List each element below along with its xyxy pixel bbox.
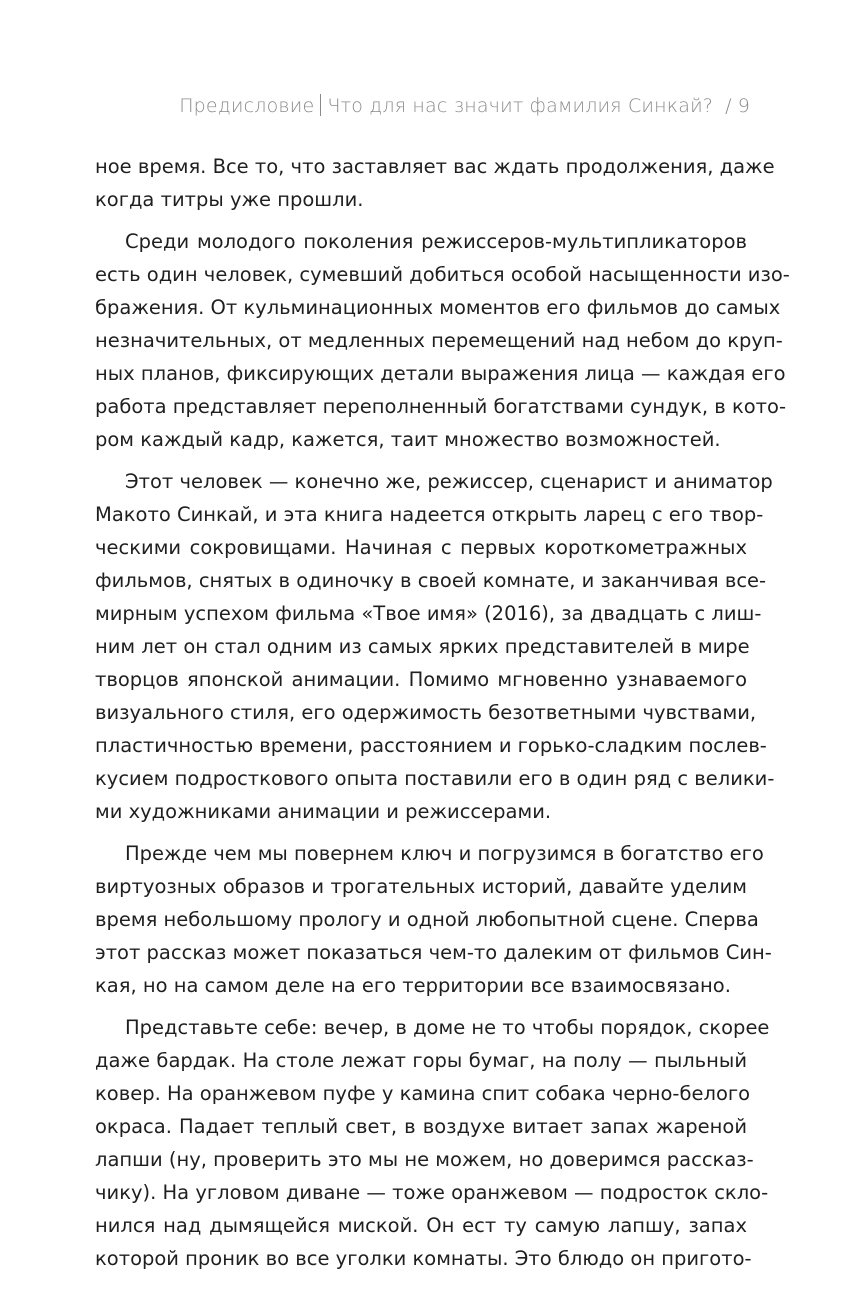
text-line: Прежде чем мы повернем ключ и погрузимся в богатство его [125, 842, 764, 865]
paragraph [95, 1011, 770, 1275]
header-section-title: Предисловие [179, 95, 315, 117]
text-line: пластичностью времени, расстоянием и горько-сладким послев- [95, 734, 767, 757]
header-chapter-title: Что для нас значит фамилия Синкай? [327, 95, 714, 117]
text-line: ром каждый кадр, кажется, таит множество возможностей. [95, 428, 721, 451]
text-line: окраса. Падает теплый свет, в воздухе витает запах жареной [95, 1115, 747, 1138]
text-line: лапши (ну, проверить это мы не можем, но доверимся рассказ- [95, 1148, 754, 1171]
text-line: визуального стиля, его одержимость безответными чувствами, [95, 701, 757, 724]
text-line: которой проник во все уголки комнаты. Это блюдо он пригото- [95, 1247, 752, 1270]
text-line: бражения. От кульминационных моментов его фильмов до самых [95, 296, 781, 319]
text-line: незначительных, от медленных перемещений над небом до круп- [95, 329, 783, 352]
header-divider [320, 94, 321, 116]
text-line: кая, но на самом деле на его территории все взаимосвязано. [95, 974, 731, 997]
text-line: фильмов, снятых в одиночку в своей комнате, и заканчивая все- [95, 569, 767, 592]
header-slash: / [725, 95, 732, 117]
text-line: ковер. На оранжевом пуфе у камина спит собака черно-белого [95, 1082, 751, 1105]
paragraph [95, 837, 772, 1002]
paragraph [95, 465, 775, 828]
text-line: виртуозных образов и трогательных историй, давайте уделим [95, 875, 747, 898]
text-line: есть один человек, сумевший добиться особой насыщенности изо- [95, 263, 790, 286]
text-line: ним лет он стал одним из самых ярких представителей в мире [95, 635, 750, 658]
paragraph [95, 150, 775, 216]
text-line: даже бардак. На столе лежат горы бумаг, на полу — пыльный [95, 1049, 747, 1072]
text-line: Представьте себе: вечер, в доме не то чтобы порядок, скорее [125, 1016, 770, 1039]
text-line: Макото Синкай, и эта книга надеется открыть ларец с его твор- [95, 503, 764, 526]
text-line: Этот человек — конечно же, режиссер, сценарист и аниматор [125, 470, 773, 493]
text-line: ми художниками анимации и режиссерами. [95, 800, 552, 823]
text-line: Среди молодого поколения режиссеров-мультипликаторов [125, 230, 747, 253]
text-line: время небольшому прологу и одной любопытной сцене. Сперва [95, 908, 759, 931]
text-line: ное время. Все то, что заставляет вас ждать продолжения, даже [95, 155, 775, 178]
text-line: ных планов, фиксирующих детали выражения лица — каждая его [95, 362, 786, 385]
text-line: творцов японской анимации. Помимо мгновенно узнаваемого [95, 668, 747, 691]
page-number: 9 [737, 95, 750, 117]
body-text [95, 150, 790, 1275]
text-line: мирным успехом фильма «Твое имя» (2016), за двадцать с лиш- [95, 602, 762, 625]
running-header [179, 94, 750, 117]
text-line: работа представляет переполненный богатствами сундук, в кото- [95, 395, 786, 418]
text-line: ческими сокровищами. Начиная с первых короткометражных [95, 536, 747, 559]
text-line: этот рассказ может показаться чем-то далеким от фильмов Син- [95, 941, 772, 964]
text-line: когда титры уже прошли. [95, 188, 364, 211]
text-line: кусием подросткового опыта поставили его в один ряд с велики- [95, 767, 775, 790]
paragraph [95, 225, 790, 456]
text-line: нился над дымящейся миской. Он ест ту самую лапшу, запах [95, 1214, 747, 1237]
text-line: чику). На угловом диване — тоже оранжевом — подросток скло- [95, 1181, 769, 1204]
